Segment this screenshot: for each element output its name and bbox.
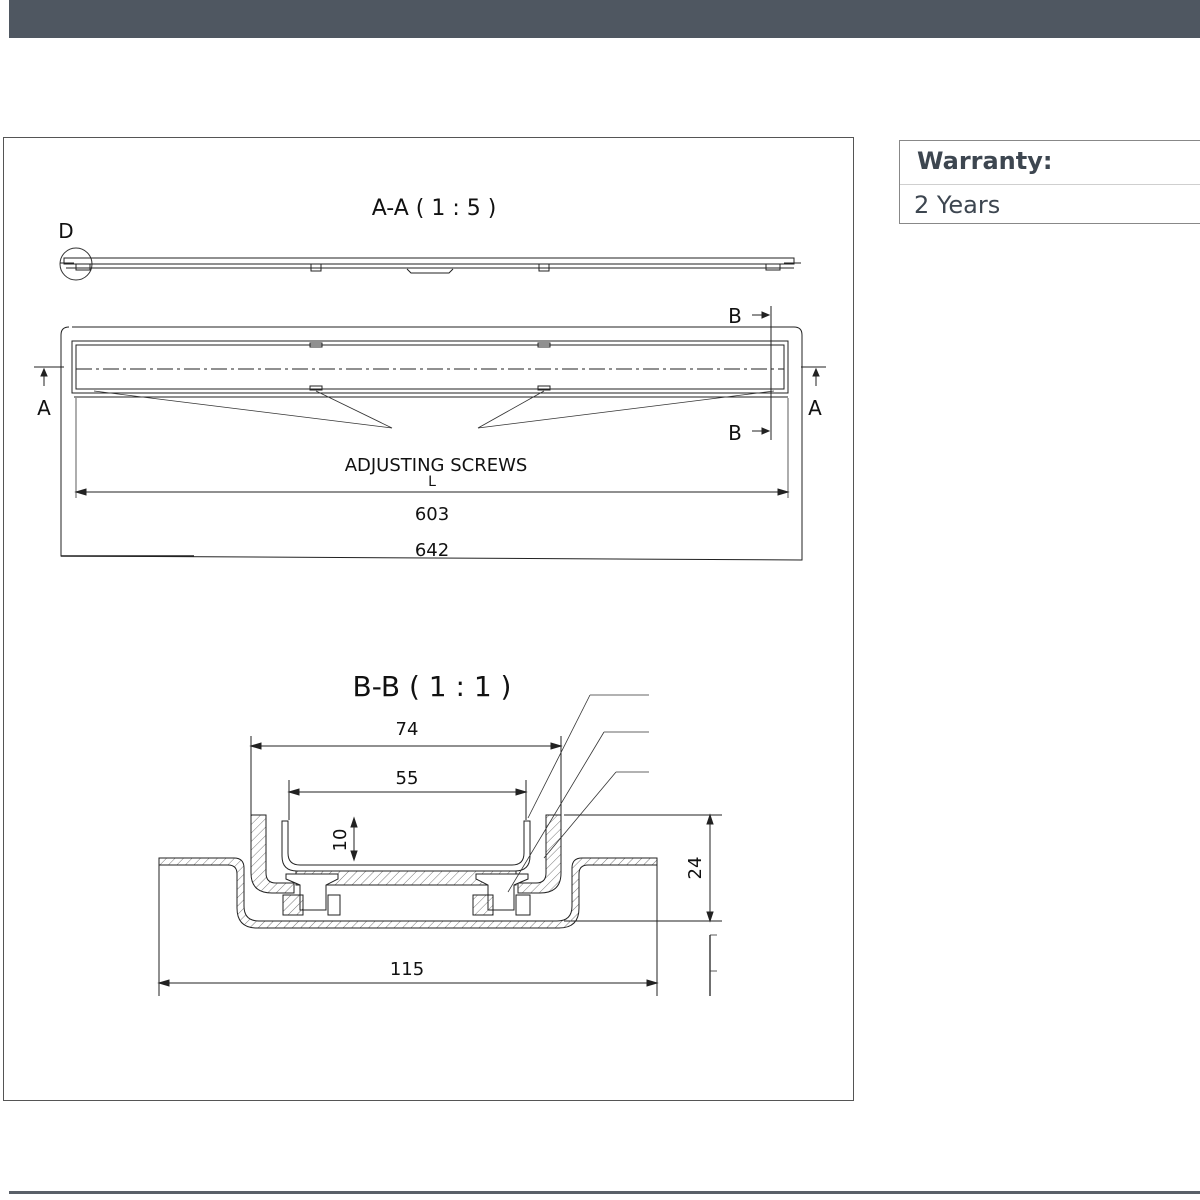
plan-view [61, 327, 802, 560]
dim-10-label: 10 [330, 828, 351, 852]
dim-603-label: 603 [414, 504, 450, 525]
footer-rule [9, 1191, 1200, 1194]
section-aa-title: A-A ( 1 : 5 ) [371, 196, 497, 221]
section-b-top-label: B [728, 304, 742, 328]
warranty-value: 2 Years [914, 191, 1001, 219]
section-a-right-label: A [808, 396, 822, 420]
section-marker-b [752, 306, 771, 440]
header-bar [9, 0, 1200, 38]
cross-section-body [159, 815, 657, 928]
section-bb-title: B-B ( 1 : 1 ) [352, 670, 512, 703]
callout-leaders [508, 695, 717, 996]
adjusting-screws-label: ADJUSTING SCREWS [344, 455, 528, 476]
section-b-bottom-label: B [728, 421, 742, 445]
detail-d-label: D [58, 219, 74, 243]
dim-55-label: 55 [395, 768, 419, 789]
dim-115-label: 115 [389, 959, 425, 980]
section-marker-a-right [801, 367, 826, 386]
warranty-divider [900, 184, 1200, 185]
dim-24-label: 24 [685, 856, 706, 880]
side-profile [60, 258, 801, 273]
dim-line-10 [351, 818, 357, 860]
warranty-box [899, 140, 1200, 224]
section-a-left-label: A [37, 396, 51, 420]
dim-642-label: 642 [414, 540, 450, 561]
technical-drawing [3, 137, 854, 1101]
dim-74-label: 74 [395, 719, 419, 740]
warranty-label: Warranty: [917, 147, 1053, 175]
length-symbol: L [428, 474, 436, 490]
drawing-svg [4, 138, 853, 1100]
section-marker-a-left [34, 367, 64, 386]
